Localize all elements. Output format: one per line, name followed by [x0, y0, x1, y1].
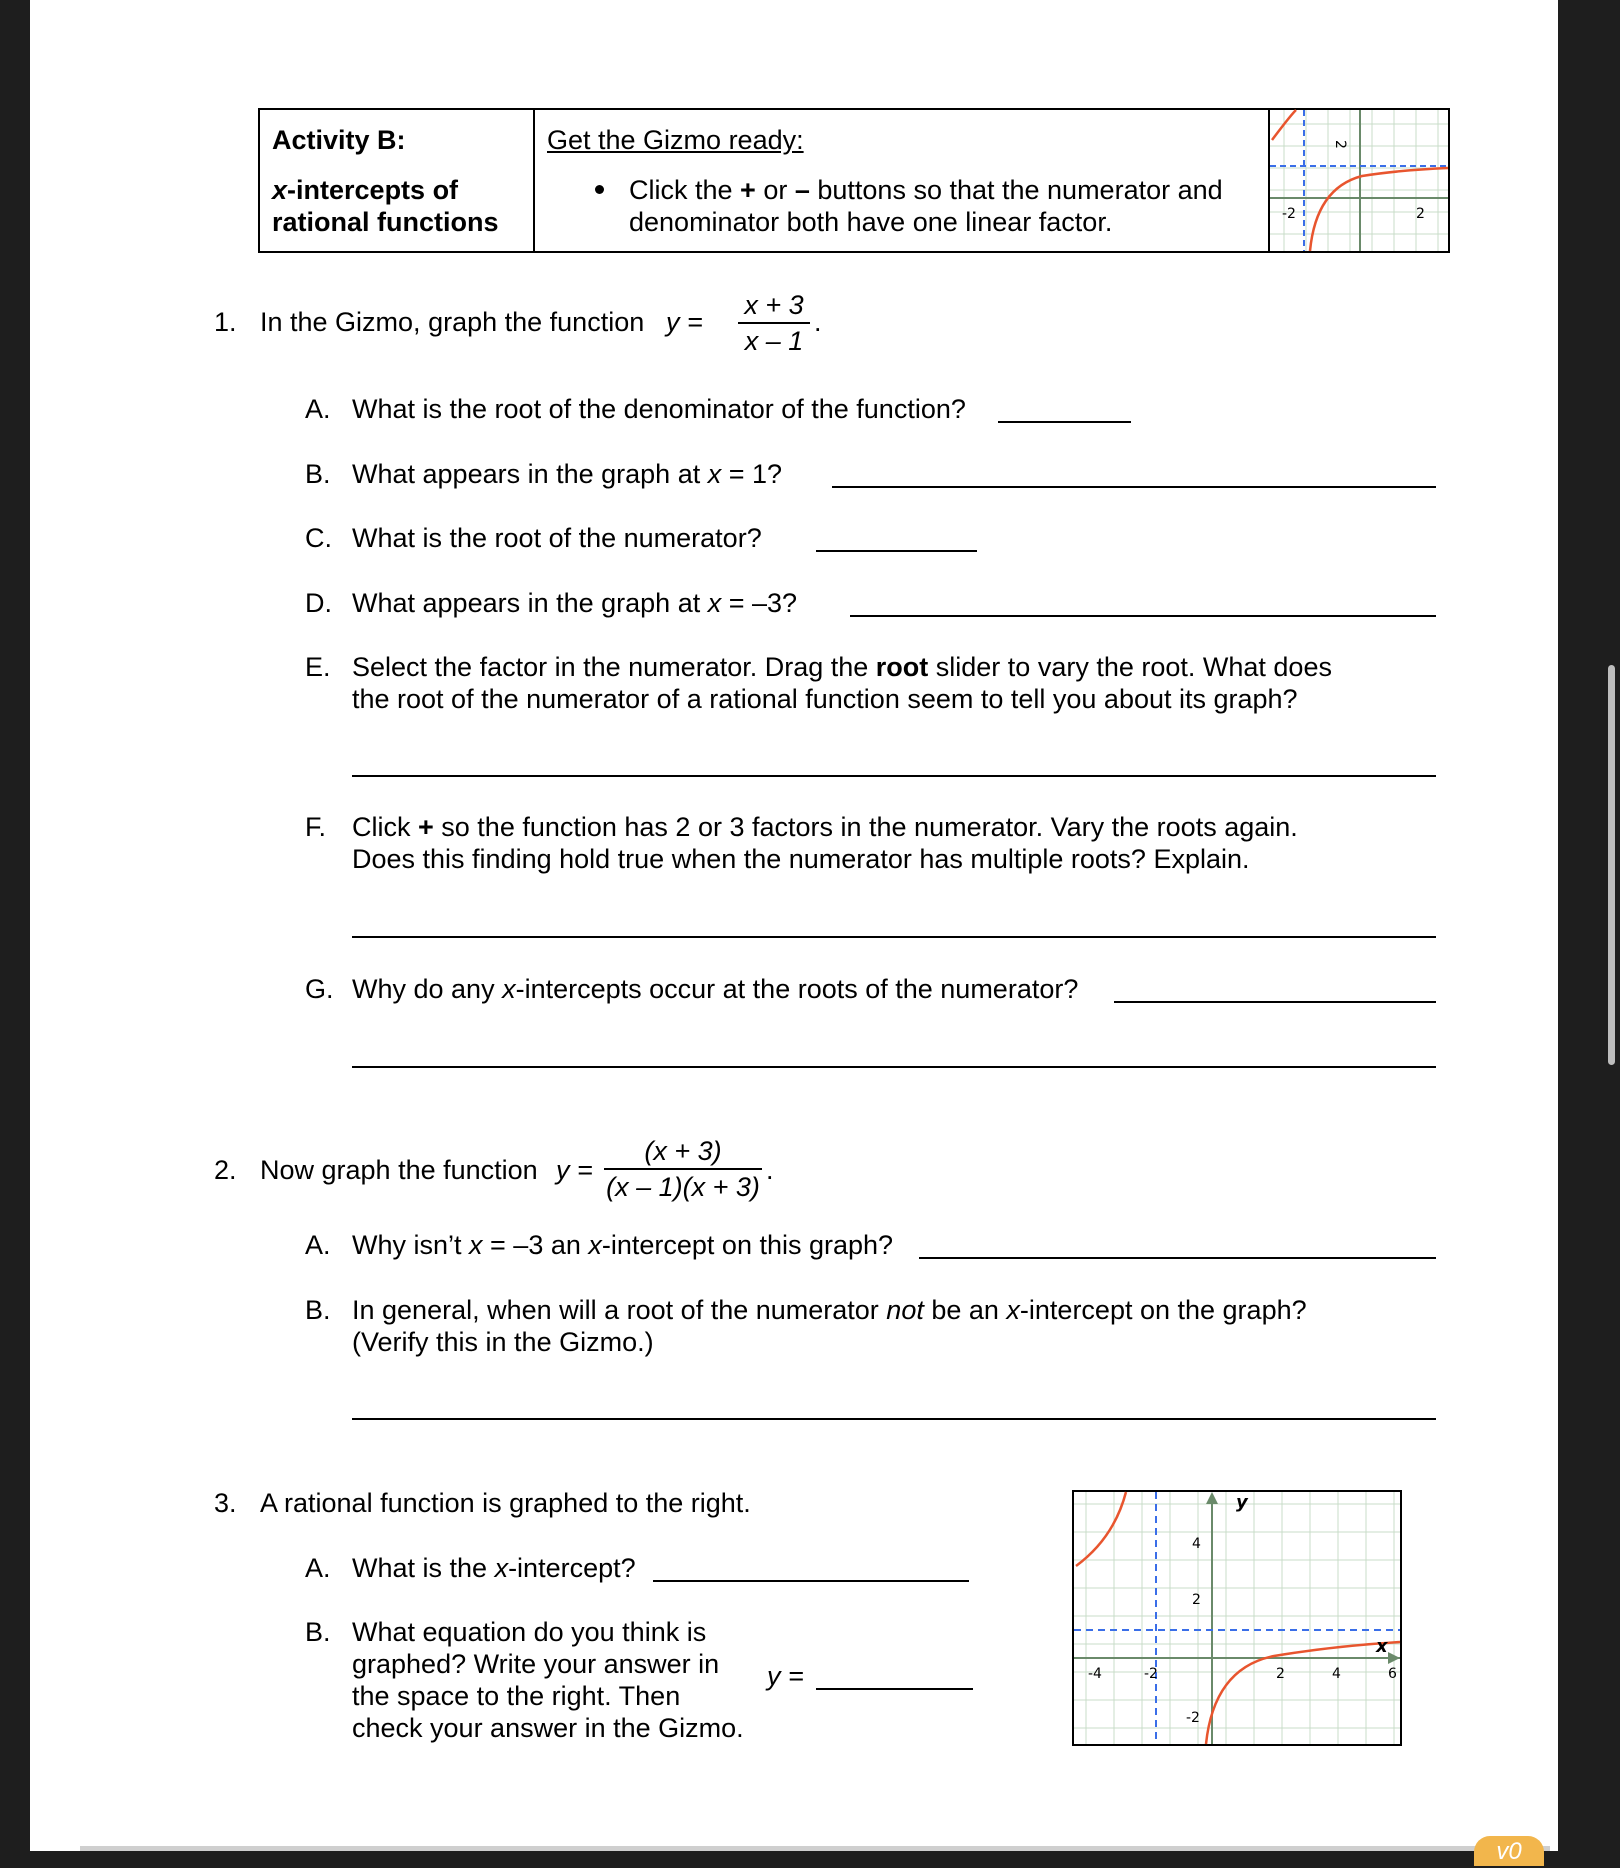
q3-number: 3. [214, 1488, 237, 1518]
topic-line-1-text: -intercepts of [287, 175, 459, 205]
q3a-letter: A. [305, 1553, 331, 1583]
q2b-pre: In general, when will a root of the numerator [352, 1295, 887, 1325]
q3-prompt: A rational function is graphed to the right. [260, 1488, 751, 1518]
q2b-line-1 [352, 1294, 1307, 1326]
thumb-curve-right [1310, 168, 1448, 251]
q3b-line-1: What equation do you think is [352, 1617, 707, 1647]
worksheet-page [30, 0, 1558, 1851]
q1g-text [352, 973, 1078, 1005]
q3a-pre: What is the [352, 1553, 495, 1583]
q2-period: . [766, 1155, 774, 1185]
q1f-letter: F. [305, 812, 327, 842]
q2b-var: x [1006, 1295, 1020, 1325]
bullet-pre: Click the [629, 175, 741, 205]
q3a-text [352, 1552, 636, 1584]
q1f-pre: Click [352, 812, 418, 842]
thumb-label-xneg2: -2 [1282, 206, 1296, 222]
q1e-letter: E. [305, 652, 331, 682]
q3a-var: x [494, 1553, 509, 1583]
q1-y-eq: y = [666, 307, 703, 337]
gizmo-thumbnail-graph [1270, 110, 1448, 251]
activity-header-table [258, 108, 1450, 253]
q1b-answer-line[interactable] [832, 486, 1436, 488]
q1c-letter: C. [305, 523, 332, 553]
q2b-letter: B. [305, 1295, 331, 1325]
gizmo-thumbnail-cell [1270, 110, 1448, 251]
q2-number: 2. [214, 1155, 237, 1185]
q3-label-xneg2: -2 [1144, 1666, 1158, 1682]
q1e-post: slider to vary the root. What does [928, 652, 1332, 682]
q3-y-arrow [1206, 1492, 1218, 1504]
q3-label-y: y [1236, 1492, 1248, 1513]
q3b-line-3: the space to the right. Then [352, 1681, 681, 1711]
q2-fraction [604, 1134, 762, 1204]
q3-label-x2: 2 [1276, 1666, 1285, 1682]
q1a-letter: A. [305, 394, 331, 424]
q2-denominator: (x – 1)(x + 3) [606, 1172, 760, 1202]
q2a-letter: A. [305, 1230, 331, 1260]
q1e-bold: root [875, 652, 929, 682]
activity-label: Activity B: [272, 125, 406, 155]
q1d-letter: D. [305, 588, 332, 618]
q2b-line-2: (Verify this in the Gizmo.) [352, 1327, 654, 1357]
bullet-post: buttons so that the numerator and [809, 175, 1223, 205]
bullet-minus: – [794, 175, 810, 205]
q1f-post: so the function has 2 or 3 factors in the numerator. Vary the roots again. [433, 812, 1298, 842]
q3b-line-4: check your answer in the Gizmo. [352, 1713, 744, 1743]
q1b-letter: B. [305, 459, 331, 489]
q2a-var: x [469, 1230, 483, 1260]
q1c-answer-line[interactable] [816, 550, 977, 552]
q1c-text: What is the root of the numerator? [352, 523, 762, 553]
q2a-pre: Why isn’t [352, 1230, 470, 1260]
q1-number: 1. [214, 307, 237, 337]
q3-graph [1074, 1492, 1400, 1744]
thumb-label-y2: 2 [1332, 140, 1348, 149]
q1f-answer-line[interactable] [352, 936, 1436, 938]
q3b-answer-line[interactable] [816, 1688, 973, 1690]
q1g-answer-line-2[interactable] [352, 1066, 1436, 1068]
q1f-line-2: Does this finding hold true when the numerator has multiple roots? Explain. [352, 844, 1250, 874]
q2b-mid: be an [923, 1295, 1007, 1325]
q1b-pre: What appears in the graph at [352, 459, 708, 489]
q1b-var: x [707, 459, 722, 489]
q1g-var: x [502, 974, 516, 1004]
q1e-line-2: the root of the numerator of a rational function seem to tell you about its graph? [352, 684, 1298, 714]
q2a-post: -intercept on this graph? [601, 1230, 894, 1260]
q2a-answer-line[interactable] [919, 1257, 1436, 1259]
ready-title: Get the Gizmo ready: [547, 125, 804, 155]
vertical-scrollbar[interactable] [1608, 665, 1615, 1065]
q2-y-eq: y = [556, 1155, 593, 1185]
q1e-pre: Select the factor in the numerator. Drag the [352, 652, 876, 682]
q1b-post: = 1? [721, 459, 783, 489]
q1g-pre: Why do any [352, 974, 503, 1004]
thumb-label-x2: 2 [1416, 206, 1425, 222]
q3a-post: -intercept? [508, 1553, 636, 1583]
bullet-dot [595, 185, 604, 194]
q1d-post: = –3? [721, 588, 798, 618]
topic-line-2: rational functions [272, 207, 499, 237]
q1d-answer-line[interactable] [850, 615, 1436, 617]
q1-prompt: In the Gizmo, graph the function [260, 307, 645, 337]
q3-label-x6: 6 [1388, 1666, 1397, 1682]
q1f-bold: + [418, 812, 434, 842]
q1b-text [352, 458, 782, 490]
q1d-pre: What appears in the graph at [352, 588, 708, 618]
activity-title-cell [260, 110, 535, 251]
q3b-y-eq: y = [767, 1661, 804, 1691]
q3-label-y4: 4 [1192, 1536, 1201, 1552]
q3-curve-left [1076, 1492, 1126, 1566]
q1g-answer-line-1[interactable] [1114, 1001, 1436, 1003]
q3-label-yneg2: -2 [1186, 1710, 1200, 1726]
q2-prompt: Now graph the function [260, 1155, 538, 1185]
q1a-text: What is the root of the denominator of the function? [352, 394, 966, 424]
q1g-post: -intercepts occur at the roots of the numerator? [515, 974, 1079, 1004]
q1-numerator: x + 3 [744, 290, 804, 320]
q1-period: . [814, 307, 822, 337]
q3-graph-frame [1072, 1490, 1402, 1746]
bullet-line-2: denominator both have one linear factor. [629, 207, 1113, 237]
q1e-line-1 [352, 651, 1332, 683]
q3-label-y2: 2 [1192, 1592, 1201, 1608]
q1d-var: x [707, 588, 722, 618]
q3-label-xneg4: -4 [1088, 1666, 1102, 1682]
q3a-answer-line[interactable] [653, 1580, 969, 1582]
q2a-mid: = –3 an [482, 1230, 589, 1260]
q1g-letter: G. [305, 974, 334, 1004]
bullet-plus: + [740, 175, 756, 205]
topic-line-1: x-intercepts of [272, 175, 459, 205]
q3b-line-2: graphed? Write your answer in [352, 1649, 720, 1679]
q1-denominator: x – 1 [744, 326, 804, 356]
q3b-letter: B. [305, 1617, 331, 1647]
q1a-answer-line[interactable] [998, 421, 1131, 423]
q2-numerator: (x + 3) [644, 1136, 722, 1166]
page-bottom-divider [80, 1846, 1550, 1851]
q2b-italic: not [886, 1295, 924, 1325]
q1-fraction [738, 288, 810, 358]
bullet-line-1 [629, 174, 1223, 206]
corner-badge[interactable]: v0 [1474, 1836, 1544, 1866]
q1e-answer-line[interactable] [352, 775, 1436, 777]
q2a-var2: x [588, 1230, 602, 1260]
q2a-text [352, 1229, 893, 1261]
q2b-answer-line[interactable] [352, 1418, 1436, 1420]
q1d-text [352, 587, 797, 619]
gizmo-ready-cell [535, 110, 1270, 251]
q2b-post: -intercept on the graph? [1019, 1295, 1307, 1325]
bullet-or: or [755, 175, 795, 205]
q1f-line-1 [352, 811, 1298, 843]
q3-label-x4: 4 [1332, 1666, 1341, 1682]
q3-label-x: x [1376, 1636, 1388, 1657]
